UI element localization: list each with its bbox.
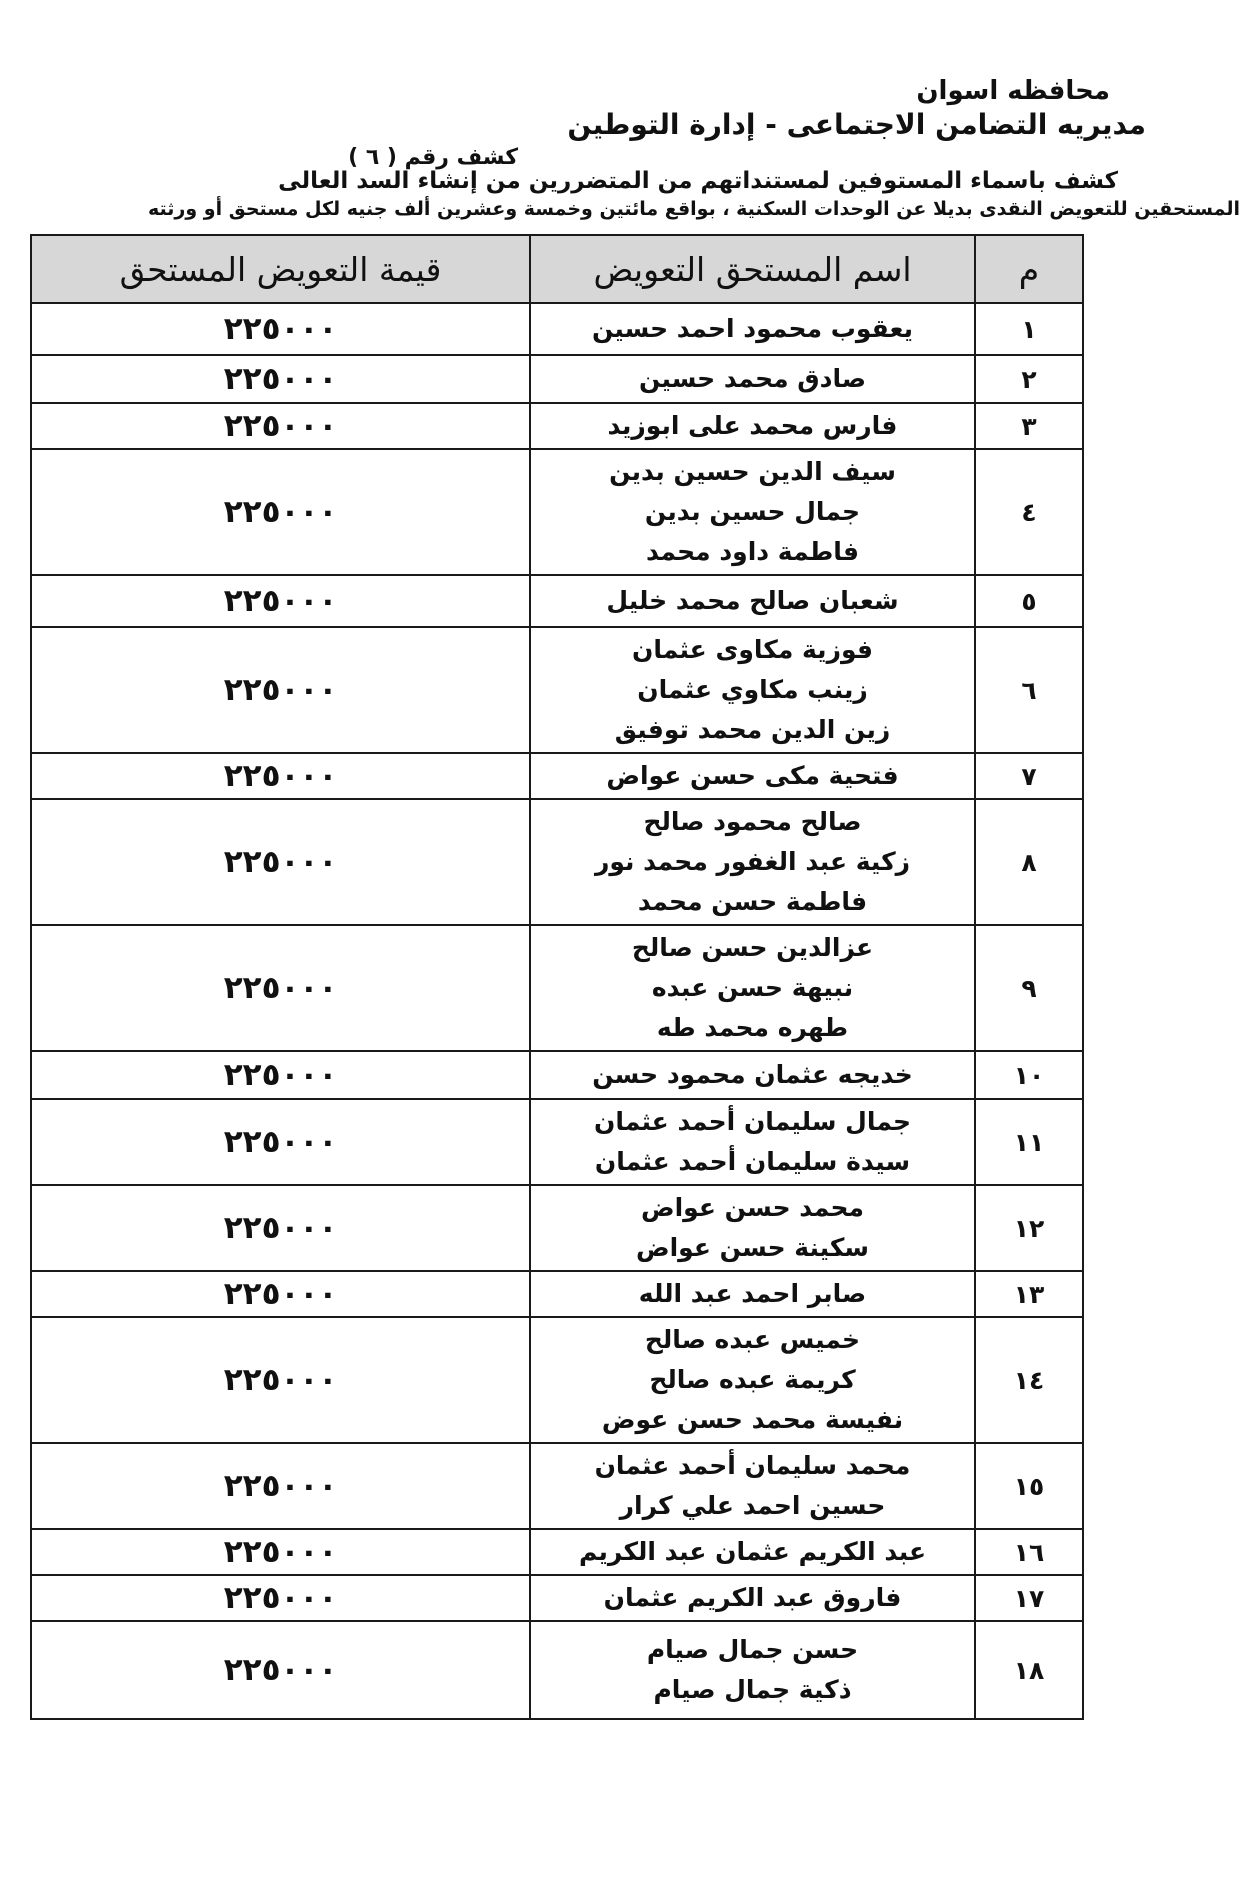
row-number: ١٤ [975, 1317, 1083, 1443]
compensation-value: ٢٢٥٠٠٠ [31, 1575, 530, 1621]
beneficiary-names-cell [530, 355, 975, 403]
row-number: ٨ [975, 799, 1083, 925]
column-header-number: م [975, 235, 1083, 303]
table-row [31, 1185, 1083, 1271]
compensation-value: ٢٢٥٠٠٠ [31, 355, 530, 403]
compensation-value: ٢٢٥٠٠٠ [31, 925, 530, 1051]
beneficiary-name: سيف الدين حسين بدين [609, 457, 896, 486]
sheet-number: كشف رقم ( ٦ ) [348, 145, 518, 170]
beneficiary-name: خميس عبده صالح [644, 1325, 861, 1354]
beneficiary-name: صابر احمد عبد الله [638, 1279, 867, 1308]
beneficiary-names-cell [530, 303, 975, 355]
row-number: ١٣ [975, 1271, 1083, 1317]
beneficiary-name: عزالدين حسن صالح [631, 933, 874, 962]
beneficiaries-table-container [30, 234, 1082, 1720]
table-row [31, 1051, 1083, 1099]
compensation-value: ٢٢٥٠٠٠ [31, 1443, 530, 1529]
beneficiary-names-cell [530, 403, 975, 449]
beneficiary-names-cell [530, 449, 975, 575]
beneficiary-name: فوزية مكاوى عثمان [631, 635, 873, 664]
beneficiary-names-cell [530, 1317, 975, 1443]
beneficiary-name: طهره محمد طه [656, 1013, 849, 1042]
compensation-value: ٢٢٥٠٠٠ [31, 575, 530, 627]
compensation-value: ٢٢٥٠٠٠ [31, 753, 530, 799]
beneficiary-name: يعقوب محمود احمد حسين [591, 314, 914, 343]
compensation-value: ٢٢٥٠٠٠ [31, 627, 530, 753]
row-number: ١ [975, 303, 1083, 355]
row-number: ١٦ [975, 1529, 1083, 1575]
compensation-value: ٢٢٥٠٠٠ [31, 449, 530, 575]
beneficiary-name: جمال سليمان أحمد عثمان [593, 1107, 911, 1136]
table-row [31, 627, 1083, 753]
compensation-value: ٢٢٥٠٠٠ [31, 303, 530, 355]
row-number: ٥ [975, 575, 1083, 627]
beneficiary-name: فاروق عبد الكريم عثمان [603, 1583, 902, 1612]
row-number: ٩ [975, 925, 1083, 1051]
beneficiary-name: فاطمة حسن محمد [637, 887, 868, 916]
row-number: ١٨ [975, 1621, 1083, 1719]
table-header-row [31, 235, 1083, 303]
directorate-heading: مديريه التضامن الاجتماعى - إدارة التوطين [567, 108, 1146, 141]
table-row [31, 799, 1083, 925]
table-row [31, 1271, 1083, 1317]
beneficiary-name: فاطمة داود محمد [645, 537, 860, 566]
beneficiary-name: جمال حسين بدين [644, 497, 861, 526]
table-row [31, 575, 1083, 627]
beneficiary-name: ذكية جمال صيام [653, 1675, 852, 1704]
beneficiary-name: سيدة سليمان أحمد عثمان [594, 1147, 911, 1176]
table-row [31, 753, 1083, 799]
beneficiary-name: محمد حسن عواض [640, 1193, 864, 1222]
beneficiary-names-cell [530, 1575, 975, 1621]
table-row [31, 1099, 1083, 1185]
compensation-value: ٢٢٥٠٠٠ [31, 1185, 530, 1271]
row-number: ٣ [975, 403, 1083, 449]
beneficiary-names-cell [530, 1621, 975, 1719]
row-number: ١٥ [975, 1443, 1083, 1529]
beneficiary-names-cell [530, 1529, 975, 1575]
beneficiary-names-cell [530, 1099, 975, 1185]
beneficiary-name: حسين احمد علي كرار [619, 1491, 886, 1520]
beneficiary-name: كريمة عبده صالح [649, 1365, 856, 1394]
sheet-title: كشف باسماء المستوفين لمستنداتهم من المتضررين من إنشاء السد العالى [278, 168, 1118, 194]
table-row [31, 449, 1083, 575]
row-number: ١٧ [975, 1575, 1083, 1621]
beneficiary-name: شعبان صالح محمد خليل [606, 586, 899, 615]
beneficiary-name: نفيسة محمد حسن عوض [601, 1405, 904, 1434]
beneficiary-name: فارس محمد على ابوزيد [607, 411, 898, 440]
row-number: ٦ [975, 627, 1083, 753]
table-body [31, 303, 1083, 1719]
compensation-value: ٢٢٥٠٠٠ [31, 1051, 530, 1099]
beneficiaries-table [30, 234, 1084, 1720]
table-row [31, 1317, 1083, 1443]
compensation-value: ٢٢٥٠٠٠ [31, 1099, 530, 1185]
table-row [31, 355, 1083, 403]
table-row [31, 1443, 1083, 1529]
table-row [31, 1575, 1083, 1621]
compensation-value: ٢٢٥٠٠٠ [31, 1529, 530, 1575]
compensation-value: ٢٢٥٠٠٠ [31, 403, 530, 449]
sheet-subtitle: المستحقين للتعويض النقدى بديلا عن الوحدات السكنية ، بواقع مائتين وخمسة وعشرين ألف جنيه لكل مستحق أو ورثته [147, 198, 1240, 220]
beneficiary-name: صادق محمد حسين [639, 364, 866, 393]
compensation-value: ٢٢٥٠٠٠ [31, 799, 530, 925]
beneficiary-names-cell [530, 1185, 975, 1271]
beneficiary-name: عبد الكريم عثمان عبد الكريم [578, 1537, 927, 1566]
row-number: ٢ [975, 355, 1083, 403]
beneficiary-name: محمد سليمان أحمد عثمان [594, 1451, 911, 1480]
beneficiary-name: نبيهة حسن عبده [651, 973, 854, 1002]
compensation-value: ٢٢٥٠٠٠ [31, 1621, 530, 1719]
beneficiary-name: خديجه عثمان محمود حسن [592, 1060, 913, 1089]
beneficiary-name: صالح محمود صالح [643, 807, 862, 836]
governorate-heading: محافظه اسوان [916, 76, 1110, 106]
compensation-value: ٢٢٥٠٠٠ [31, 1271, 530, 1317]
table-row [31, 303, 1083, 355]
beneficiary-names-cell [530, 575, 975, 627]
row-number: ١١ [975, 1099, 1083, 1185]
beneficiary-names-cell [530, 1271, 975, 1317]
compensation-value: ٢٢٥٠٠٠ [31, 1317, 530, 1443]
table-row [31, 403, 1083, 449]
row-number: ١٠ [975, 1051, 1083, 1099]
table-row [31, 1529, 1083, 1575]
column-header-name: اسم المستحق التعويض [530, 235, 975, 303]
beneficiary-name: حسن جمال صيام [646, 1635, 859, 1664]
table-row [31, 1621, 1083, 1719]
beneficiary-names-cell [530, 925, 975, 1051]
beneficiary-names-cell [530, 627, 975, 753]
table-row [31, 925, 1083, 1051]
beneficiary-names-cell [530, 1051, 975, 1099]
beneficiary-name: زينب مكاوي عثمان [637, 675, 868, 704]
beneficiary-name: زكية عبد الغفور محمد نور [594, 847, 911, 876]
beneficiary-name: فتحية مكى حسن عواض [606, 761, 899, 790]
beneficiary-names-cell [530, 753, 975, 799]
row-number: ٤ [975, 449, 1083, 575]
beneficiary-name: زين الدين محمد توفيق [614, 715, 891, 744]
column-header-value: قيمة التعويض المستحق [31, 235, 530, 303]
row-number: ٧ [975, 753, 1083, 799]
beneficiary-names-cell [530, 1443, 975, 1529]
beneficiary-name: سكينة حسن عواض [635, 1233, 869, 1262]
beneficiary-names-cell [530, 799, 975, 925]
row-number: ١٢ [975, 1185, 1083, 1271]
